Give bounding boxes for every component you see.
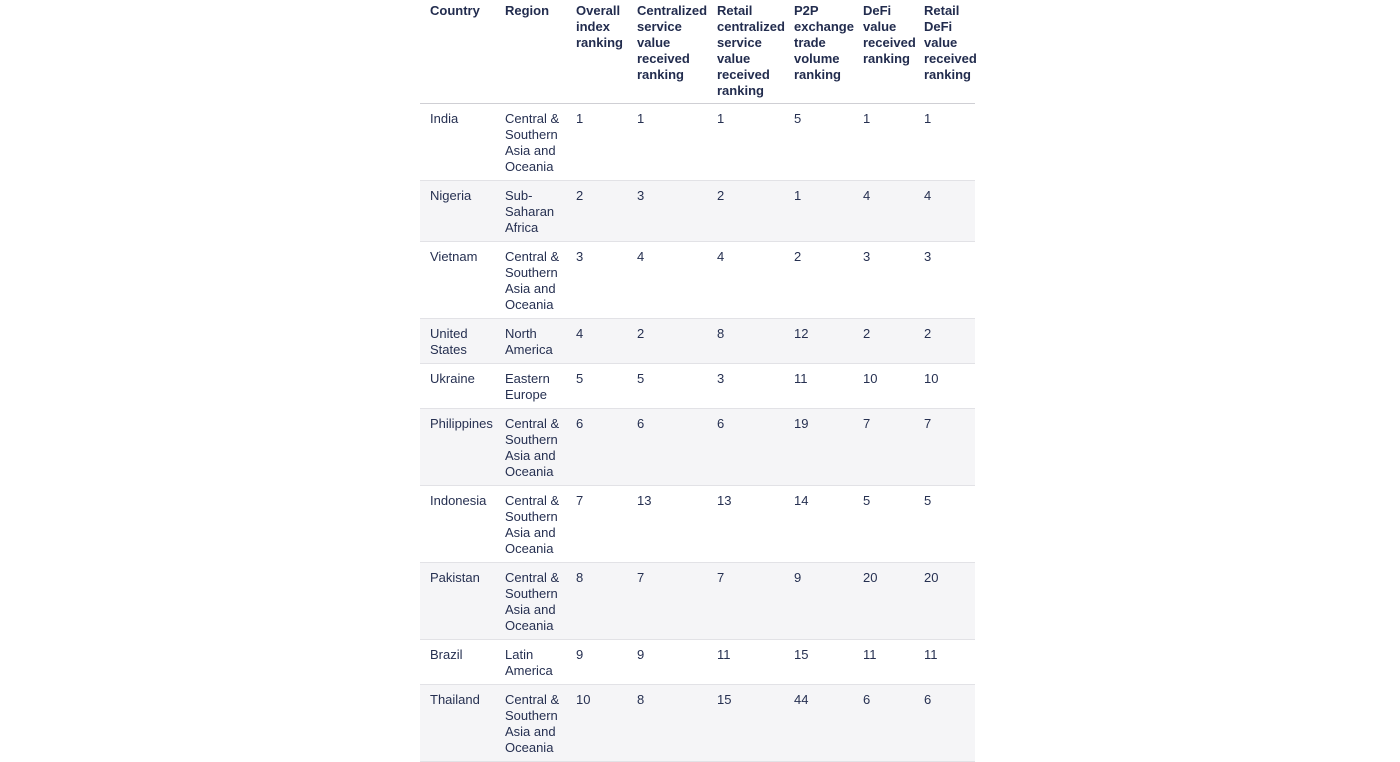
cell-centralized: 3: [637, 188, 645, 203]
table-row: [420, 685, 975, 762]
cell-centralized: 9: [637, 647, 645, 662]
cell-defi: 20: [863, 570, 878, 585]
table-row: [420, 640, 975, 685]
cell-region: Sub-Saharan Africa: [505, 188, 555, 235]
cell-retail-defi: 6: [924, 692, 932, 707]
cell-country: Nigeria: [430, 188, 472, 203]
cell-centralized: 5: [637, 371, 645, 386]
cell-retail-centralized: 11: [717, 647, 731, 662]
column-header-centralized-service-value-received-ranking: Centralized service value received ranking: [627, 0, 707, 104]
cell-defi: 7: [863, 416, 871, 431]
cell-retail-defi: 11: [924, 647, 938, 662]
table-header: [420, 0, 975, 104]
cell-defi: 11: [863, 647, 877, 662]
cell-region: Central & Southern Asia and Oceania: [505, 692, 560, 755]
cell-retail-defi: 1: [924, 111, 932, 126]
cell-defi: 3: [863, 249, 871, 264]
cell-overall: 10: [576, 692, 591, 707]
cell-country: Philippines: [430, 416, 493, 431]
table-row: [420, 409, 975, 486]
cell-centralized: 13: [637, 493, 652, 508]
cell-region: Central & Southern Asia and Oceania: [505, 249, 560, 312]
cell-p2p: 19: [794, 416, 809, 431]
cell-region: Central & Southern Asia and Oceania: [505, 111, 560, 174]
cell-region: Central & Southern Asia and Oceania: [505, 493, 560, 556]
cell-defi: 2: [863, 326, 871, 341]
cell-overall: 5: [576, 371, 584, 386]
cell-retail-defi: 5: [924, 493, 932, 508]
cell-p2p: 5: [794, 111, 802, 126]
table-row: [420, 319, 975, 364]
cell-p2p: 11: [794, 371, 808, 386]
table-row: [420, 242, 975, 319]
cell-retail-centralized: 7: [717, 570, 725, 585]
cell-retail-defi: 2: [924, 326, 932, 341]
table-row: [420, 486, 975, 563]
cell-centralized: 2: [637, 326, 645, 341]
cell-centralized: 1: [637, 111, 645, 126]
cell-overall: 9: [576, 647, 584, 662]
cell-overall: 6: [576, 416, 584, 431]
cell-p2p: 1: [794, 188, 802, 203]
cell-p2p: 9: [794, 570, 802, 585]
cell-overall: 3: [576, 249, 584, 264]
cell-region: Latin America: [505, 647, 553, 678]
cell-retail-centralized: 15: [717, 692, 732, 707]
cell-retail-centralized: 2: [717, 188, 725, 203]
cell-centralized: 8: [637, 692, 645, 707]
cell-retail-defi: 7: [924, 416, 932, 431]
cell-retail-defi: 10: [924, 371, 939, 386]
cell-retail-centralized: 6: [717, 416, 725, 431]
cell-retail-centralized: 8: [717, 326, 725, 341]
column-header-retail-centralized-service-value-received-ranking: Retail centralized service value received ranking: [707, 0, 784, 104]
cell-overall: 4: [576, 326, 584, 341]
cell-centralized: 4: [637, 249, 645, 264]
column-header-overall-index-ranking: Overall index ranking: [566, 0, 627, 104]
cell-overall: 7: [576, 493, 584, 508]
cell-country: Vietnam: [430, 249, 478, 264]
table-row: [420, 104, 975, 181]
column-header-retail-defi-value-received-ranking: Retail DeFi value received ranking: [914, 0, 975, 104]
cell-country: Pakistan: [430, 570, 480, 585]
table-row: [420, 563, 975, 640]
cell-country: India: [430, 111, 459, 126]
column-header-p2p-exchange-trade-volume-ranking: P2P exchange trade volume ranking: [784, 0, 853, 104]
cell-defi: 10: [863, 371, 878, 386]
cell-overall: 8: [576, 570, 584, 585]
cell-region: Eastern Europe: [505, 371, 550, 402]
column-header-defi-value-received-ranking: DeFi value received ranking: [853, 0, 914, 104]
cell-retail-centralized: 1: [717, 111, 725, 126]
cell-retail-defi: 3: [924, 249, 932, 264]
cell-region: Central & Southern Asia and Oceania: [505, 570, 560, 633]
adoption-index-table: [420, 0, 975, 762]
cell-p2p: 12: [794, 326, 809, 341]
cell-country: Ukraine: [430, 371, 475, 386]
column-header-country: Country: [420, 0, 495, 104]
cell-defi: 4: [863, 188, 871, 203]
table-container: [420, 0, 975, 762]
cell-region: Central & Southern Asia and Oceania: [505, 416, 560, 479]
cell-country: United States: [430, 326, 468, 357]
cell-country: Indonesia: [430, 493, 487, 508]
cell-country: Thailand: [430, 692, 480, 707]
cell-overall: 2: [576, 188, 584, 203]
cell-p2p: 15: [794, 647, 809, 662]
table-row: [420, 364, 975, 409]
cell-centralized: 7: [637, 570, 645, 585]
cell-defi: 6: [863, 692, 871, 707]
cell-region: North America: [505, 326, 553, 357]
cell-retail-defi: 4: [924, 188, 932, 203]
cell-centralized: 6: [637, 416, 645, 431]
cell-retail-defi: 20: [924, 570, 939, 585]
header-row: [420, 0, 975, 104]
cell-p2p: 14: [794, 493, 809, 508]
table-row: [420, 181, 975, 242]
cell-retail-centralized: 13: [717, 493, 732, 508]
cell-retail-centralized: 3: [717, 371, 725, 386]
cell-country: Brazil: [430, 647, 463, 662]
cell-overall: 1: [576, 111, 584, 126]
cell-p2p: 2: [794, 249, 802, 264]
cell-defi: 1: [863, 111, 871, 126]
cell-p2p: 44: [794, 692, 809, 707]
column-header-region: Region: [495, 0, 566, 104]
cell-defi: 5: [863, 493, 871, 508]
cell-retail-centralized: 4: [717, 249, 725, 264]
table-body: [420, 104, 975, 762]
